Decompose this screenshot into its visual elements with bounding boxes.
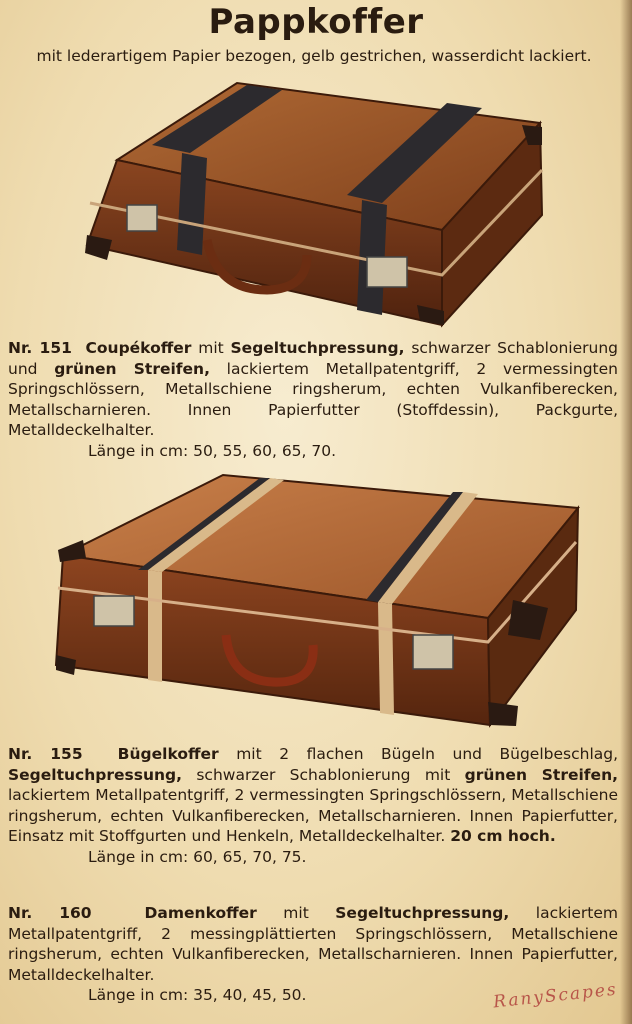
item-text: schwarzer Schablonierung und <box>8 339 618 378</box>
item-bold-text: Segeltuchpressung, <box>335 904 510 922</box>
item-name: Coupékoffer <box>85 339 192 357</box>
item-bold-text: 20 cm hoch. <box>450 827 556 845</box>
catalog-item-155 <box>8 744 618 867</box>
page-subtitle: mit lederartigem Papier bezogen, gelb gestrichen, wasserdicht lackiert. <box>36 47 592 65</box>
item-text: mit <box>191 339 231 357</box>
item-lengths: Länge in cm: 50, 55, 60, 65, 70. <box>88 441 337 460</box>
item-text: mit 2 flachen Bügeln und Bügelbeschlag, <box>218 745 619 763</box>
item-bold-text: Segeltuchpressung, <box>230 339 405 357</box>
item-bold-text: grünen Streifen, <box>54 359 210 378</box>
item-name: Bügelkoffer <box>117 745 219 763</box>
item-lengths: Länge in cm: 35, 40, 45, 50. <box>88 986 307 1004</box>
suitcase-155-illustration <box>48 470 583 732</box>
item-text: lackiertem Metallpatentgriff, 2 vermessingten Springschlössern, Metallschiene ringsherum, echten Vulkanfiberecken, Metallscharnieren. Innen Papierfutter (Stoffdessin), Packgurte, Metalldeckelhalter. <box>8 359 618 439</box>
item-text: lackiertem Metallpatentgriff, 2 vermessingten Springschlössern, Metallschiene ringsherum, echten Vulkanfiberecken, Metallscharnieren. Innen Papierfutter, Einsatz mit Stoffgurten und Henkeln, Metalldeckelhalter. <box>8 786 618 845</box>
item-number: Nr. 155 <box>8 745 83 763</box>
item-text: schwarzer Schablonierung mit <box>182 765 465 784</box>
photographer-signature: RanyScapes <box>492 979 619 1013</box>
page-edge-shadow <box>620 0 632 1024</box>
suitcase-151-illustration <box>82 75 552 335</box>
item-bold-text: Segeltuchpressung, <box>8 765 183 784</box>
page-title: Pappkoffer <box>208 2 424 42</box>
item-text: lackiertem Metallpatentgriff, 2 messingplättierten Springschlössern, Metallschiene ringsherum, echten Vulkanfiberecken, Metallscharnieren. Innen Papierfutter, Metalldeckelhalter. <box>8 904 618 984</box>
item-name: Damenkoffer <box>144 904 257 922</box>
item-number: Nr. 151 <box>8 339 72 357</box>
item-lengths: Länge in cm: 60, 65, 70, 75. <box>88 847 307 866</box>
catalog-item-151 <box>8 338 618 461</box>
item-text: mit <box>256 904 336 922</box>
item-number: Nr. 160 <box>8 904 92 922</box>
item-bold-text: grünen Streifen, <box>464 765 618 784</box>
